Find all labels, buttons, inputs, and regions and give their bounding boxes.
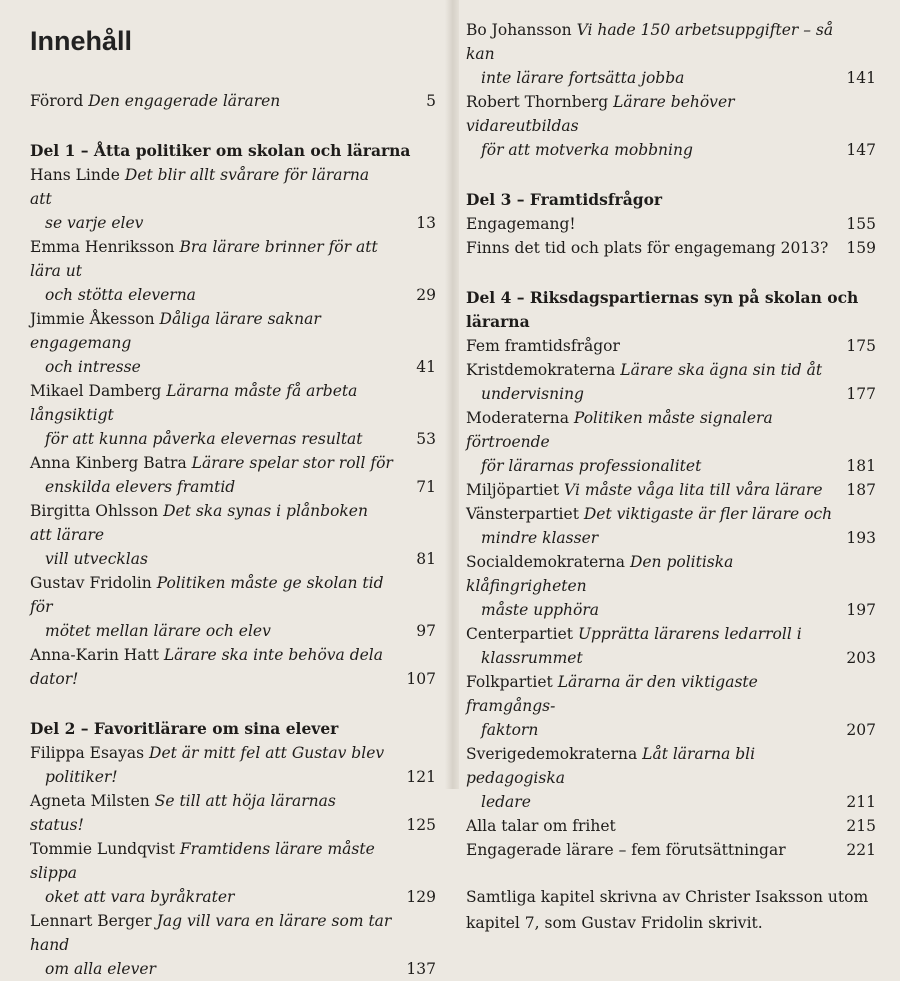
page-number: 155 <box>846 215 876 233</box>
entry-title: Upprätta lärarens ledarroll i <box>577 625 802 643</box>
section-heading: Del 2 – Favoritlärare om sina elever <box>30 719 339 738</box>
toc-entry <box>30 741 440 789</box>
toc-entry <box>466 814 880 838</box>
entry-author: Anna Kinberg Batra <box>30 454 187 472</box>
page-number: 175 <box>846 337 876 355</box>
entry-title: Det blir allt svårare för lärarna att <box>30 166 370 208</box>
entry-title: Bra lärare brinner för att lära ut <box>30 238 378 280</box>
page-number: 187 <box>846 481 876 499</box>
toc-entry <box>466 622 880 670</box>
entry-title-continued: undervisning <box>481 385 584 403</box>
page-number: 215 <box>846 817 876 835</box>
toc-entry <box>30 571 440 643</box>
toc-entry <box>466 90 880 162</box>
entry-author: Emma Henriksson <box>30 238 175 256</box>
page-number: 207 <box>846 721 876 739</box>
toc-entry <box>30 379 440 451</box>
entry-title-continued: mötet mellan lärare och elev <box>45 622 271 640</box>
entry-author: Gustav Fridolin <box>30 574 152 592</box>
page-number: 107 <box>406 670 436 688</box>
entry-author: Robert Thornberg <box>466 93 609 111</box>
entry-title: Den politiska klåfingrigheten <box>466 553 734 595</box>
page-number: 41 <box>416 358 436 376</box>
page-number: 5 <box>426 92 436 110</box>
page-number: 13 <box>416 214 436 232</box>
entry-author: Engagerade lärare – fem förutsättningar <box>466 841 786 859</box>
entry-title-continued: mindre klasser <box>481 529 599 547</box>
entry-title: Lärare ska inte behöva dela dator! <box>30 646 383 688</box>
entry-title: Se till att höja lärarnas status! <box>30 792 336 834</box>
toc-entry <box>466 18 880 90</box>
toc-entry <box>466 478 880 502</box>
page-number: 147 <box>846 141 876 159</box>
page-number: 129 <box>406 888 436 906</box>
page-number: 97 <box>416 622 436 640</box>
entry-author: Socialdemokraterna <box>466 553 625 571</box>
toc-entry <box>466 212 880 236</box>
entry-title: Lärare spelar stor roll för <box>191 454 393 472</box>
toc-heading: Innehåll <box>30 26 133 56</box>
entry-title: Politiken måste ge skolan tid för <box>30 574 384 616</box>
toc-entry <box>466 838 880 862</box>
entry-title-continued: för att motverka mobbning <box>481 141 693 159</box>
toc-entry <box>30 643 440 691</box>
page-number: 197 <box>846 601 876 619</box>
toc-entry <box>466 670 880 742</box>
entry-title-continued: och stötta eleverna <box>45 286 196 304</box>
toc-entry <box>466 742 880 814</box>
page-number: 203 <box>846 649 876 667</box>
entry-title-continued: vill utvecklas <box>45 550 148 568</box>
entry-title-continued: och intresse <box>45 358 141 376</box>
entry-title-continued: för att kunna påverka elevernas resultat <box>45 430 363 448</box>
section-heading: Del 1 – Åtta politiker om skolan och lärarna <box>30 141 411 160</box>
page-number: 125 <box>406 816 436 834</box>
entry-title: Jag vill vara en lärare som tar hand <box>30 912 392 954</box>
entry-title-continued: för lärarnas professionalitet <box>481 457 702 475</box>
entry-author: Mikael Damberg <box>30 382 162 400</box>
page-number: 81 <box>416 550 436 568</box>
entry-author: Vänsterpartiet <box>466 505 579 523</box>
entry-title: Lärare ska ägna sin tid åt <box>620 361 823 379</box>
toc-entry <box>466 358 880 406</box>
authorship-note: Samtliga kapitel skrivna av Christer Isaksson utom kapitel 7, som Gustav Fridolin skrivit. <box>466 888 869 932</box>
entry-author: Finns det tid och plats för engagemang 2013? <box>466 239 829 257</box>
page-number: 211 <box>846 793 876 811</box>
entry-title: Framtidens lärare måste slippa <box>30 840 375 882</box>
toc-entry <box>30 789 440 837</box>
page-number: 29 <box>416 286 436 304</box>
entry-author: Lennart Berger <box>30 912 152 930</box>
entry-title: Det viktigaste är fler lärare och <box>583 505 833 523</box>
entry-title: Lärarna måste få arbeta långsiktigt <box>30 382 358 424</box>
entry-title: Lärare behöver vidareutbildas <box>466 93 735 135</box>
entry-author: Anna-Karin Hatt <box>30 646 159 664</box>
page-number: 53 <box>416 430 436 448</box>
page-number: 121 <box>406 768 436 786</box>
entry-title-continued: se varje elev <box>45 214 144 232</box>
entry-author: Birgitta Ohlsson <box>30 502 159 520</box>
toc-right-column <box>466 18 880 936</box>
entry-author: Centerpartiet <box>466 625 573 643</box>
entry-author: Förord <box>30 92 84 110</box>
entry-title: Vi hade 150 arbetsuppgifter – så kan <box>466 21 834 63</box>
entry-title-continued: ledare <box>481 793 531 811</box>
toc-entry <box>30 909 440 981</box>
toc-entry <box>30 307 440 379</box>
toc-left-column <box>30 89 440 981</box>
page-number: 193 <box>846 529 876 547</box>
toc-entry <box>30 837 440 909</box>
toc-entry <box>466 550 880 622</box>
page-number: 71 <box>416 478 436 496</box>
entry-title: Vi måste våga lita till våra lärare <box>564 481 823 499</box>
entry-title: Dåliga lärare saknar engagemang <box>30 310 321 352</box>
entry-title: Det är mitt fel att Gustav blev <box>149 744 385 762</box>
page-number: 141 <box>846 69 876 87</box>
page-number: 137 <box>406 960 436 978</box>
entry-author: Alla talar om frihet <box>466 817 616 835</box>
page-number: 221 <box>846 841 876 859</box>
entry-author: Kristdemokraterna <box>466 361 616 379</box>
entry-author: Engagemang! <box>466 215 576 233</box>
section-heading: Del 4 – Riksdagspartiernas syn på skolan och lärarna <box>466 288 859 331</box>
page-number: 159 <box>846 239 876 257</box>
toc-entry <box>466 236 880 260</box>
entry-title-continued: faktorn <box>481 721 539 739</box>
toc-entry <box>30 163 440 235</box>
entry-title: Den engagerade läraren <box>88 92 281 110</box>
page-number: 181 <box>846 457 876 475</box>
entry-title: Politiken måste signalera förtroende <box>466 409 773 451</box>
entry-title-continued: måste upphöra <box>481 601 600 619</box>
entry-title-continued: politiker! <box>45 768 118 786</box>
entry-author: Hans Linde <box>30 166 120 184</box>
section-heading: Del 3 – Framtidsfrågor <box>466 190 663 209</box>
entry-author: Sverigedemokraterna <box>466 745 638 763</box>
entry-author: Moderaterna <box>466 409 569 427</box>
entry-author: Tommie Lundqvist <box>30 840 175 858</box>
toc-entry <box>466 334 880 358</box>
entry-title: Låt lärarna bli pedagogiska <box>466 745 756 787</box>
entry-author: Miljöpartiet <box>466 481 560 499</box>
entry-author: Fem framtidsfrågor <box>466 337 620 355</box>
entry-title: Lärarna är den viktigaste framgångs- <box>466 673 758 715</box>
toc-entry <box>30 451 440 499</box>
toc-entry <box>30 235 440 307</box>
page-number: 177 <box>846 385 876 403</box>
entry-author: Jimmie Åkesson <box>30 310 155 328</box>
entry-author: Filippa Esayas <box>30 744 145 762</box>
entry-author: Agneta Milsten <box>30 792 150 810</box>
entry-title-continued: enskilda elevers framtid <box>45 478 236 496</box>
entry-author: Folkpartiet <box>466 673 553 691</box>
toc-entry <box>466 502 880 550</box>
toc-entry <box>466 406 880 478</box>
entry-title-continued: om alla elever <box>45 960 156 978</box>
toc-entry <box>30 89 440 113</box>
entry-author: Bo Johansson <box>466 21 572 39</box>
entry-title-continued: klassrummet <box>481 649 583 667</box>
entry-title: Det ska synas i plånboken att lärare <box>30 502 368 544</box>
entry-title-continued: oket att vara byråkrater <box>45 888 235 906</box>
book-gutter <box>445 0 459 789</box>
entry-title-continued: inte lärare fortsätta jobba <box>481 69 685 87</box>
toc-entry <box>30 499 440 571</box>
